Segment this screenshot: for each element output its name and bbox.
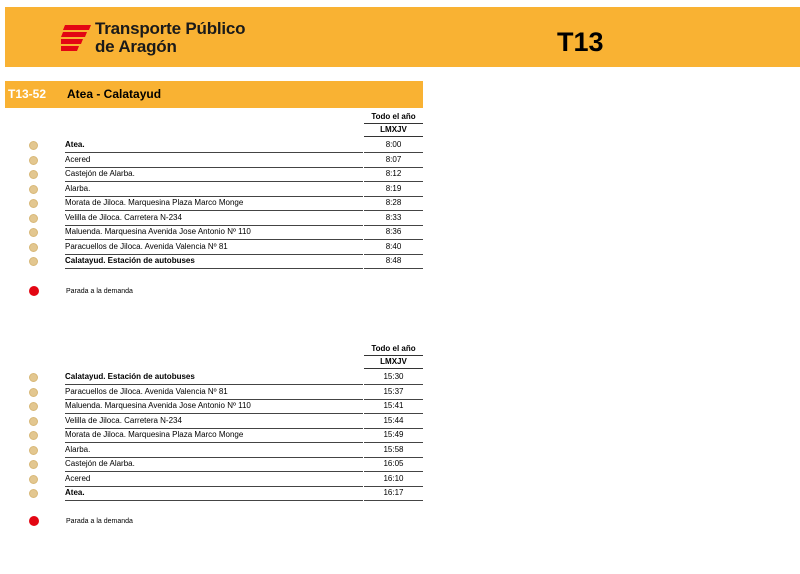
table-row [25, 254, 425, 269]
table-row [25, 153, 425, 168]
legend-label: Parada a la demanda [66, 288, 133, 295]
stop-name: Paracuellos de Jiloca. Avenida Valencia Nº 81 [65, 385, 363, 400]
departure-time: 16:17 [364, 486, 423, 501]
stop-name: Alarba. [65, 182, 363, 197]
stop-dot-icon [29, 214, 38, 223]
table-row [25, 472, 425, 487]
departure-time: 8:33 [364, 211, 423, 226]
table-row [25, 443, 425, 458]
days-header: LMXJV [364, 356, 423, 369]
stop-dot-icon [29, 243, 38, 252]
table-row [25, 457, 425, 472]
table-row [25, 182, 425, 197]
departure-time: 15:49 [364, 428, 423, 443]
table-row [25, 414, 425, 429]
table-row [25, 167, 425, 182]
stop-dot-icon [29, 417, 38, 426]
stop-name: Morata de Jiloca. Marquesina Plaza Marco Monge [65, 196, 363, 211]
stop-dot-icon [29, 402, 38, 411]
demand-stop-dot-icon [29, 286, 39, 296]
period-header: Todo el año [364, 343, 423, 356]
stop-name: Acered [65, 153, 363, 168]
brand-name [95, 20, 245, 56]
stop-dot-icon [29, 489, 38, 498]
route-name: Atea - Calatayud [67, 87, 162, 101]
legend [25, 286, 325, 300]
stop-dot-icon [29, 156, 38, 165]
stop-name: Morata de Jiloca. Marquesina Plaza Marco Monge [65, 428, 363, 443]
departure-time: 15:58 [364, 443, 423, 458]
departure-time: 8:19 [364, 182, 423, 197]
departure-time: 8:28 [364, 196, 423, 211]
aragon-stripes-logo-icon [61, 23, 91, 53]
stop-dot-icon [29, 431, 38, 440]
departure-time: 15:44 [364, 414, 423, 429]
route-title-bar [5, 81, 423, 108]
route-id: T13-52 [8, 87, 47, 101]
stop-name: Velilla de Jiloca. Carretera N-234 [65, 414, 363, 429]
stop-name: Calatayud. Estación de autobuses [65, 370, 363, 385]
stop-dot-icon [29, 228, 38, 237]
days-header: LMXJV [364, 124, 423, 137]
stop-dot-icon [29, 141, 38, 150]
stop-dot-icon [29, 170, 38, 179]
departure-time: 8:12 [364, 167, 423, 182]
table-row [25, 211, 425, 226]
stop-dot-icon [29, 446, 38, 455]
stop-dot-icon [29, 460, 38, 469]
stop-dot-icon [29, 257, 38, 266]
departure-time: 16:05 [364, 457, 423, 472]
header-banner [5, 7, 800, 67]
stop-name: Atea. [65, 486, 363, 501]
table-row [25, 240, 425, 255]
stop-name: Velilla de Jiloca. Carretera N-234 [65, 211, 363, 226]
stop-name: Maluenda. Marquesina Avenida Jose Antonio Nº 110 [65, 399, 363, 414]
stop-name: Alarba. [65, 443, 363, 458]
table-row [25, 196, 425, 211]
departure-time: 15:41 [364, 399, 423, 414]
table-row [25, 385, 425, 400]
departure-time: 8:40 [364, 240, 423, 255]
table-row [25, 428, 425, 443]
table-row [25, 399, 425, 414]
table-row [25, 486, 425, 501]
stop-name: Acered [65, 472, 363, 487]
legend-label: Parada a la demanda [66, 518, 133, 525]
departure-time: 8:48 [364, 254, 423, 269]
line-code: T13 [557, 27, 604, 57]
departure-time: 15:37 [364, 385, 423, 400]
stop-dot-icon [29, 199, 38, 208]
departure-time: 16:10 [364, 472, 423, 487]
brand-line-1: Transporte Público [95, 19, 246, 38]
table-row [25, 138, 425, 153]
stop-dot-icon [29, 388, 38, 397]
stop-name: Calatayud. Estación de autobuses [65, 254, 363, 269]
departure-time: 8:07 [364, 153, 423, 168]
table-row [25, 370, 425, 385]
stop-dot-icon [29, 475, 38, 484]
stop-dot-icon [29, 373, 38, 382]
table-row [25, 225, 425, 240]
stop-name: Castejón de Alarba. [65, 457, 363, 472]
departure-time: 8:00 [364, 138, 423, 153]
legend [25, 516, 325, 530]
stop-name: Paracuellos de Jiloca. Avenida Valencia Nº 81 [65, 240, 363, 255]
stop-dot-icon [29, 185, 38, 194]
stop-name: Atea. [65, 138, 363, 153]
departure-time: 15:30 [364, 370, 423, 385]
stop-name: Maluenda. Marquesina Avenida Jose Antonio Nº 110 [65, 225, 363, 240]
brand-line-2: de Aragón [95, 37, 177, 56]
period-header: Todo el año [364, 111, 423, 124]
demand-stop-dot-icon [29, 516, 39, 526]
stop-name: Castejón de Alarba. [65, 167, 363, 182]
departure-time: 8:36 [364, 225, 423, 240]
